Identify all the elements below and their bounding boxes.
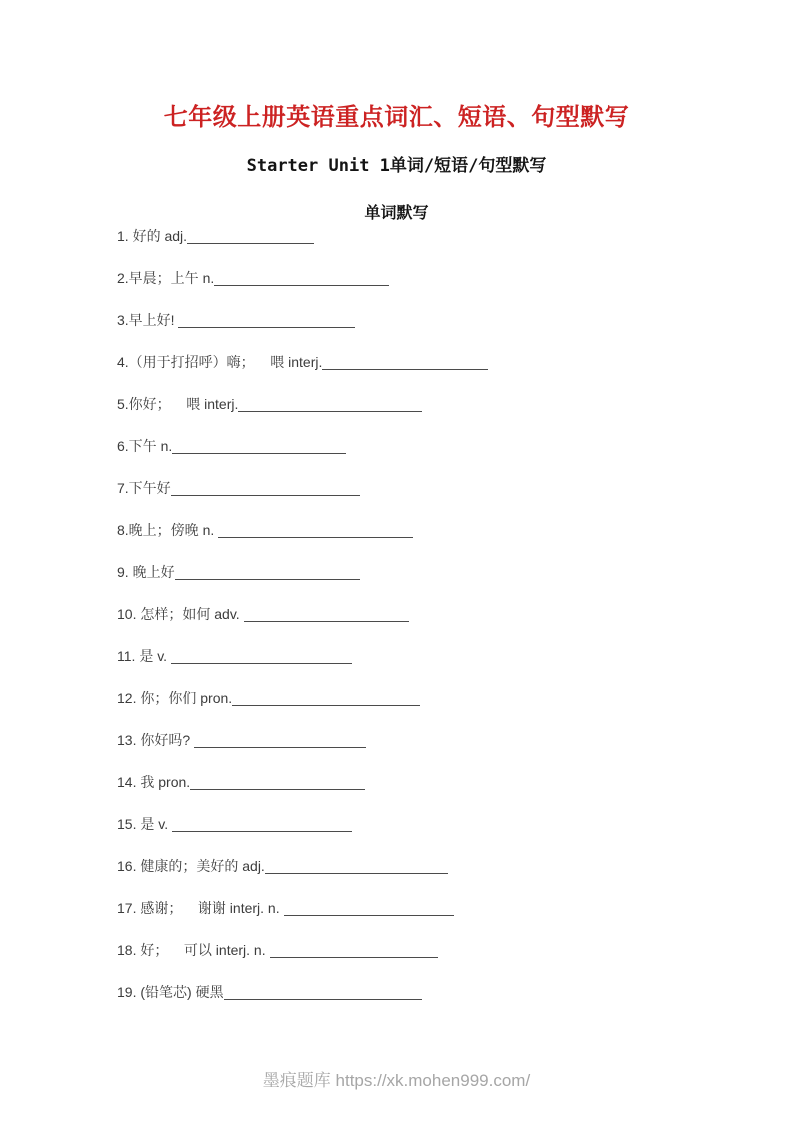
answer-blank[interactable] [194, 735, 366, 748]
unit-subtitle: Starter Unit 1单词/短语/句型默写 [246, 156, 547, 176]
answer-blank[interactable] [190, 777, 365, 790]
item-label: 12. 你；你们 pron. [117, 690, 233, 706]
answer-blank[interactable] [187, 231, 314, 244]
item-label: 6.下午 n. [117, 438, 173, 454]
answer-blank[interactable] [172, 819, 352, 832]
item-label: 16. 健康的；美好的 adj. [117, 858, 265, 874]
word-item-11 [117, 649, 488, 664]
word-item-3 [117, 313, 488, 328]
word-item-16 [117, 859, 488, 874]
item-label: 19. (铅笔芯) 硬黑 [117, 984, 224, 1000]
item-label: 14. 我 pron. [117, 774, 191, 790]
word-item-17 [117, 901, 488, 916]
word-item-5 [117, 397, 488, 412]
answer-blank[interactable] [238, 399, 422, 412]
answer-blank[interactable] [218, 525, 413, 538]
word-item-7 [117, 481, 488, 496]
word-list [117, 229, 488, 1027]
item-label: 10. 怎样；如何 adv. [117, 606, 244, 622]
answer-blank[interactable] [224, 987, 422, 1000]
item-label: 8.晚上；傍晚 n. [117, 522, 219, 538]
section-heading: 单词默写 [364, 205, 429, 222]
answer-blank[interactable] [171, 651, 352, 664]
word-item-19 [117, 985, 488, 1000]
answer-blank[interactable] [244, 609, 409, 622]
word-item-13 [117, 733, 488, 748]
answer-blank[interactable] [232, 693, 420, 706]
item-label: 11. 是 v. [117, 648, 171, 664]
footer-watermark: 墨痕题库 https://xk.mohen999.com/ [262, 1071, 531, 1090]
word-item-12 [117, 691, 488, 706]
answer-blank[interactable] [171, 483, 360, 496]
item-label: 3.早上好! [117, 312, 179, 328]
page-title: 七年级上册英语重点词汇、短语、句型默写 [163, 104, 630, 131]
item-label: 9. 晚上好 [117, 564, 175, 580]
word-item-10 [117, 607, 488, 622]
answer-blank[interactable] [172, 441, 346, 454]
item-label: 2.早晨；上午 n. [117, 270, 215, 286]
item-label: 15. 是 v. [117, 816, 172, 832]
word-item-6 [117, 439, 488, 454]
word-item-1 [117, 229, 488, 244]
answer-blank[interactable] [284, 903, 454, 916]
item-label: 7.下午好 [117, 480, 171, 496]
answer-blank[interactable] [322, 357, 488, 370]
answer-blank[interactable] [175, 567, 360, 580]
word-item-14 [117, 775, 488, 790]
item-label: 4.（用于打招呼）嗨； 喂 interj. [117, 354, 323, 370]
answer-blank[interactable] [178, 315, 355, 328]
item-label: 17. 感谢； 谢谢 interj. n. [117, 900, 284, 916]
answer-blank[interactable] [214, 273, 389, 286]
word-item-8 [117, 523, 488, 538]
answer-blank[interactable] [265, 861, 448, 874]
item-label: 13. 你好吗? [117, 732, 195, 748]
word-item-15 [117, 817, 488, 832]
word-item-18 [117, 943, 488, 958]
answer-blank[interactable] [270, 945, 438, 958]
item-label: 18. 好； 可以 interj. n. [117, 942, 270, 958]
item-label: 1. 好的 adj. [117, 228, 188, 244]
word-item-9 [117, 565, 488, 580]
word-item-4 [117, 355, 488, 370]
item-label: 5.你好； 喂 interj. [117, 396, 239, 412]
word-item-2 [117, 271, 488, 286]
